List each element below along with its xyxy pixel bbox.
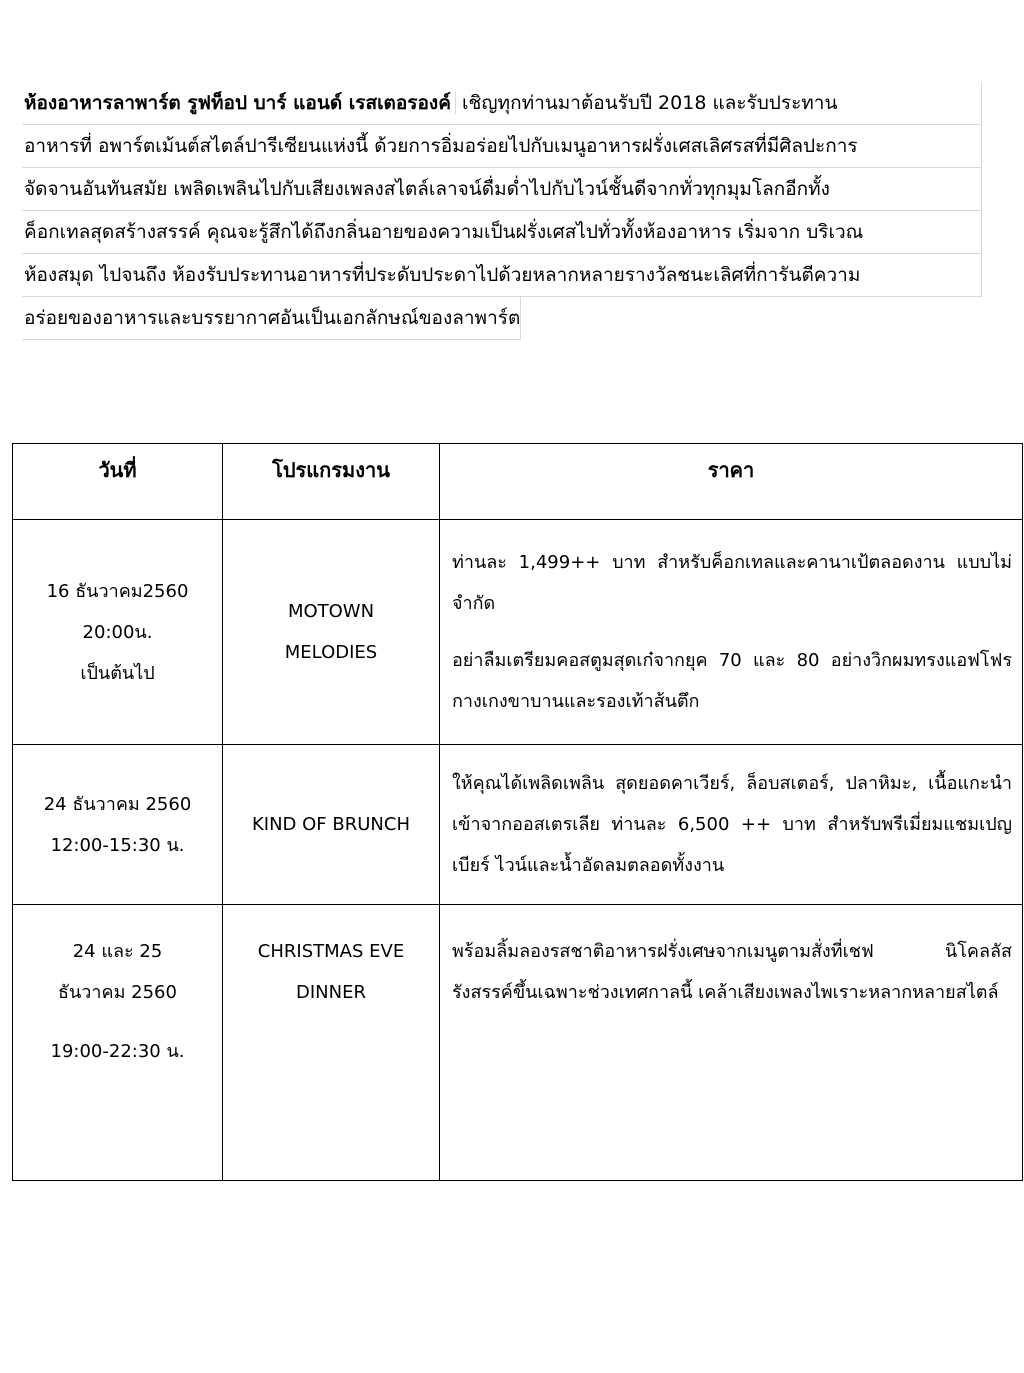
table-row (13, 905, 1023, 1181)
program-name-line: DINNER (296, 982, 366, 1003)
table-header-row (13, 444, 1023, 520)
time-line: 20:00น. (82, 621, 153, 643)
program-name-line: MOTOWN (287, 601, 375, 622)
date-cell (13, 745, 223, 905)
intro-line-4: ค็อกเทลสุดสร้างสรรค์ คุณจะรู้สึกได้ถึงกลิ่นอายของความเป็นฝรั่งเศสไปทั่วทั้งห้องอาหาร เริ่มจาก บริเวณ (22, 211, 982, 254)
intro-line-5: ห้องสมุด ไปจนถึง ห้องรับประทานอาหารที่ประดับประดาไปด้วยหลากหลายรางวัลชนะเลิศที่การันตีความ (22, 254, 982, 297)
program-cell (223, 745, 440, 905)
program-cell (223, 520, 440, 745)
intro-paragraph (22, 82, 982, 356)
time-line: 12:00-15:30 น. (50, 834, 185, 856)
price-cell (440, 745, 1023, 905)
price-paragraph: ให้คุณได้เพลิดเพลิน สุดยอดคาเวียร์, ล็อบสเตอร์, ปลาหิมะ, เนื้อแกะนำเข้าจากออสเตรเลีย ท่านละ 6,500 ++ บาท สำหรับพรีเมี่ยมแชมเปญ เบียร์ ไวน์และน้ำอัดลมตลอดทั้งงาน (452, 773, 1012, 876)
intro-line-1-text: เชิญทุกท่านมาต้อนรับปี 2018 และรับประทาน (455, 92, 838, 114)
price-cell (440, 905, 1023, 1181)
time-line: 19:00-22:30 น. (50, 1041, 185, 1062)
intro-line-2: อาหารที่ อพาร์ตเม้นต์สไตล์ปารีเซียนแห่งนี้ ด้วยการอิ่มอร่อยไปกับเมนูอาหารฝรั่งเศสเลิศรสที่มีศิลปะการ (22, 125, 982, 168)
table-row (13, 520, 1023, 745)
header-date: วันที่ (13, 444, 223, 520)
intro-line-6: อร่อยของอาหารและบรรยากาศอันเป็นเอกลักษณ์ของลาพาร์ต (22, 297, 521, 340)
price-paragraph: ท่านละ 1,499++ บาท สำหรับค็อกเทลและคานาเป้ตลอดงาน แบบไม่จำกัด (452, 552, 1012, 614)
table-row (13, 745, 1023, 905)
price-paragraph: อย่าลืมเตรียมคอสตูมสุดเก๋จากยุค 70 และ 80 อย่างวิกผมทรงแอฟโฟร กางเกงขาบานและรองเท้าส้นตึก (452, 650, 1012, 712)
intro-line-1 (22, 82, 982, 125)
program-name-line: KIND OF BRUNCH (251, 814, 410, 835)
date-line: 24 และ 25 (72, 941, 163, 962)
date-line: 16 ธันวาคม2560 (46, 580, 189, 602)
event-schedule-table (12, 443, 1023, 1181)
price-cell (440, 520, 1023, 745)
date-cell (13, 520, 223, 745)
date-line: ธันวาคม 2560 (58, 982, 177, 1003)
header-price: ราคา (440, 444, 1023, 520)
program-name-line: MELODIES (284, 642, 378, 663)
program-cell (223, 905, 440, 1181)
price-paragraph: พร้อมลิ้มลองรสชาติอาหารฝรั่งเศษจากเมนูตามสั่งที่เชฟ นิโคลลัส รังสรรค์ขึ้นเฉพาะช่วงเทศกาลนี้ เคล้าเสียงเพลงไพเราะหลากหลายสไตล์ (452, 941, 1012, 1003)
spacer (14, 1013, 221, 1031)
header-program: โปรแกรมงาน (223, 444, 440, 520)
date-line: 24 ธันวาคม 2560 (43, 793, 192, 815)
date-note-line: เป็นต้นไป (80, 662, 155, 684)
restaurant-name: ห้องอาหารลาพาร์ต รูฟท็อป บาร์ แอนด์ เรสเตอรองค์ (24, 92, 456, 114)
program-name-line: CHRISTMAS EVE (257, 941, 405, 962)
intro-line-3: จัดจานอันทันสมัย เพลิดเพลินไปกับเสียงเพลงสไตล์เลาจน์ดื่มด่ำไปกับไวน์ชั้นดีจากทั่วทุกมุมโลกอีกทั้ง (22, 168, 982, 211)
date-cell (13, 905, 223, 1181)
